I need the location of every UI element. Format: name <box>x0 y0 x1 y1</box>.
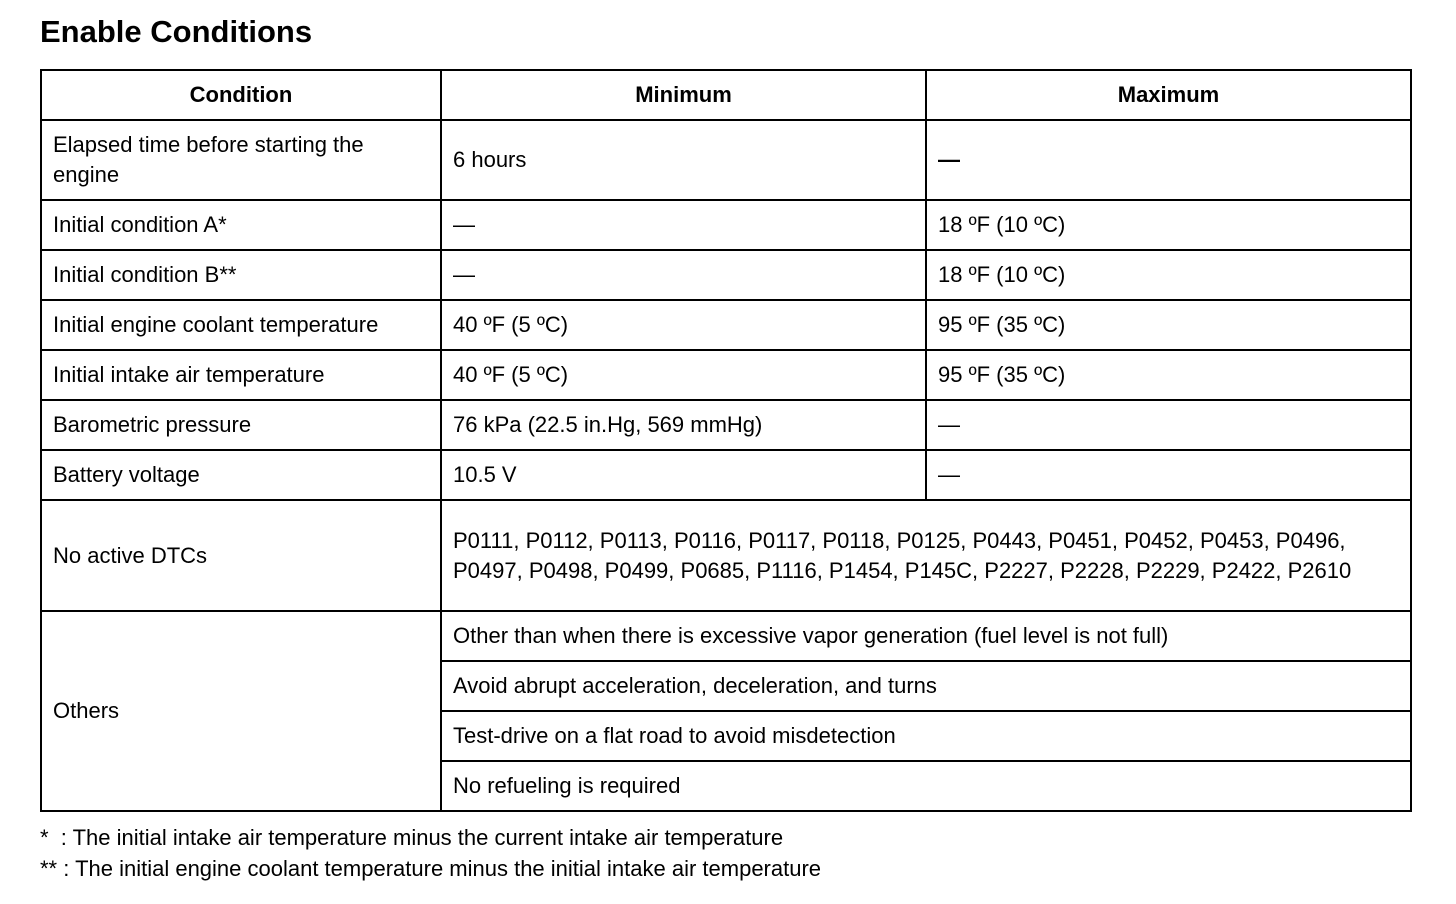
column-header-maximum: Maximum <box>926 70 1411 120</box>
page-title: Enable Conditions <box>40 14 313 49</box>
minimum-cell: 76 kPa (22.5 in.Hg, 569 mmHg) <box>441 400 926 450</box>
condition-cell: Initial engine coolant temperature <box>41 300 441 350</box>
maximum-cell: 95 ºF (35 ºC) <box>926 350 1411 400</box>
footnote-single-asterisk: * : The initial intake air temperature minus the current intake air temperature <box>40 825 784 850</box>
footnotes <box>40 822 821 884</box>
maximum-cell: 18 ºF (10 ºC) <box>926 200 1411 250</box>
table-row <box>41 120 1411 200</box>
minimum-cell: — <box>441 200 926 250</box>
condition-cell: Others <box>41 611 441 811</box>
others-item-cell: Test-drive on a flat road to avoid misdetection <box>441 711 1411 761</box>
table-row <box>41 350 1411 400</box>
condition-cell: Battery voltage <box>41 450 441 500</box>
minimum-cell: — <box>441 250 926 300</box>
enable-conditions-table <box>40 69 1412 812</box>
condition-cell: Barometric pressure <box>41 400 441 450</box>
others-item-cell: Avoid abrupt acceleration, deceleration, and turns <box>441 661 1411 711</box>
condition-cell: No active DTCs <box>41 500 441 611</box>
maximum-cell: — <box>926 450 1411 500</box>
condition-cell: Elapsed time before starting the engine <box>41 120 441 200</box>
table-header-row <box>41 70 1411 120</box>
maximum-cell: 18 ºF (10 ºC) <box>926 250 1411 300</box>
minimum-cell: 6 hours <box>441 120 926 200</box>
table-row <box>41 250 1411 300</box>
dtc-list-cell: P0111, P0112, P0113, P0116, P0117, P0118, P0125, P0443, P0451, P0452, P0453, P0496, P0497, P0498, P0499, P0685, P1116, P1454, P145C, P2227, P2228, P2229, P2422, P2610 <box>441 500 1411 611</box>
condition-cell: Initial condition B** <box>41 250 441 300</box>
maximum-cell: — <box>926 400 1411 450</box>
table-row <box>41 300 1411 350</box>
maximum-cell: 95 ºF (35 ºC) <box>926 300 1411 350</box>
minimum-cell: 10.5 V <box>441 450 926 500</box>
others-item-cell: Other than when there is excessive vapor generation (fuel level is not full) <box>441 611 1411 661</box>
condition-cell: Initial condition A* <box>41 200 441 250</box>
others-item-cell: No refueling is required <box>441 761 1411 811</box>
column-header-minimum: Minimum <box>441 70 926 120</box>
footnote-double-asterisk: ** : The initial engine coolant temperature minus the initial intake air temperature <box>40 856 822 881</box>
minimum-cell: 40 ºF (5 ºC) <box>441 300 926 350</box>
table-row <box>41 450 1411 500</box>
table-row-dtc <box>41 500 1411 611</box>
table-row-others <box>41 611 1411 661</box>
condition-cell: Initial intake air temperature <box>41 350 441 400</box>
table-row <box>41 200 1411 250</box>
maximum-cell: — <box>926 120 1411 200</box>
table-row <box>41 400 1411 450</box>
column-header-condition: Condition <box>41 70 441 120</box>
minimum-cell: 40 ºF (5 ºC) <box>441 350 926 400</box>
